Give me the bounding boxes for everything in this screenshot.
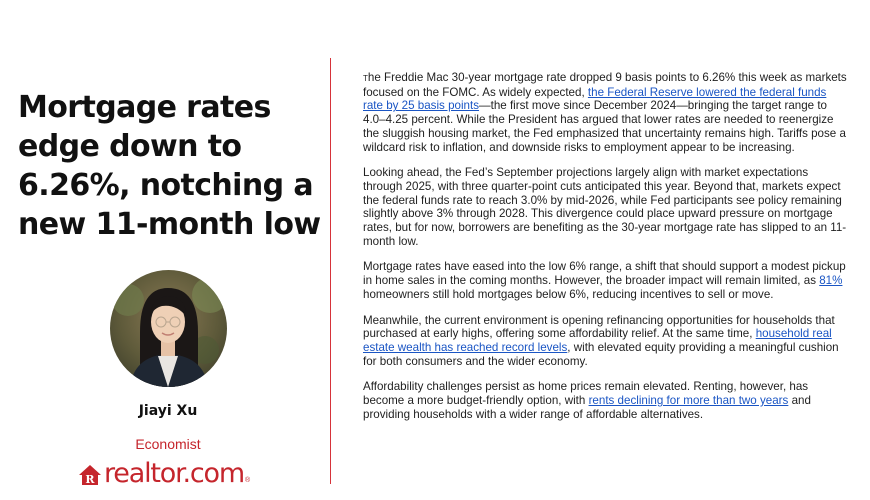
homeowners-percent-link[interactable]: 81% bbox=[819, 274, 843, 288]
household-wealth-link[interactable]: household real estate wealth has reached record levels bbox=[363, 327, 832, 354]
column-divider bbox=[330, 58, 331, 484]
realtor-logo[interactable] bbox=[78, 456, 250, 492]
author-panel bbox=[0, 0, 330, 500]
paragraph-4 bbox=[363, 314, 849, 369]
logo-text: realtor.com bbox=[104, 458, 244, 489]
headline: Mortgage rates edge down to 6.26%, notching a new 11-month low bbox=[18, 90, 321, 242]
author-name: Jiayi Xu bbox=[138, 403, 198, 419]
article-body bbox=[363, 71, 849, 433]
author-avatar bbox=[110, 270, 227, 387]
paragraph-text: Mortgage rates have eased into the low 6% range, a shift that should support a modest pickup in home sales in the coming months. However, the broader impact will remain limited, as bbox=[363, 260, 846, 288]
paragraph-1 bbox=[363, 71, 849, 154]
paragraph-5 bbox=[363, 380, 849, 421]
paragraph-text: Affordability challenges persist as home prices remain elevated. Renting, however, has become a more budget-friendly option, with bbox=[363, 380, 809, 408]
svg-text:R: R bbox=[85, 473, 95, 486]
paragraph-text: he Freddie Mac 30-year mortgage rate dropped 9 basis points to 6.26% this week as markets focused on the FOMC. As widely expected, bbox=[363, 71, 847, 99]
author-role: Economist bbox=[135, 436, 201, 452]
logo-registered-mark: ® bbox=[244, 477, 251, 484]
paragraph-text: Meanwhile, the current environment is opening refinancing opportunities for households that purchased at early highs, offering some affordability relief. At the same time, bbox=[363, 313, 835, 341]
paragraph-3 bbox=[363, 260, 849, 301]
paragraph-text: —the first move since December 2024—bringing the target range to 4.0–4.25 percent. While the President has argued that lower rates are needed to reenergize the sluggish housing market, the Fed emphasized that uncertainty remains high. Tariffs pose a wildcard risk to inflation, and downside risks to employment appear to be increasing. bbox=[363, 99, 846, 154]
author-photo-illustration bbox=[110, 270, 227, 387]
paragraph-2: Looking ahead, the Fed’s September projections largely align with market expectations through 2025, with three quarter-point cuts anticipated this year. Beyond that, markets expect the federal funds rate to reach 3.0% by mid-2026, while Fed participants see policy remaining slightly above 3% through 2028. This divergence could place upward pressure on mortgage rates, but for now, borrowers are benefiting as the 30-year mortgage rate has slipped to an 11-month low. bbox=[363, 166, 847, 248]
fed-rate-cut-link[interactable]: the Federal Reserve lowered the federal funds rate by 25 basis points bbox=[363, 85, 827, 113]
rents-declining-link[interactable]: rents declining for more than two years bbox=[588, 394, 789, 408]
paragraph-text: and providing households with a wider range of affordable alternatives. bbox=[363, 394, 811, 421]
lead-letter: T bbox=[363, 74, 368, 83]
house-icon bbox=[78, 463, 102, 487]
paragraph-text: , with elevated equity providing a meaningful cushion for both consumers and the wider economy. bbox=[363, 340, 839, 368]
paragraph-text: homeowners still hold mortgages below 6%, reducing incentives to sell or move. bbox=[363, 287, 774, 301]
